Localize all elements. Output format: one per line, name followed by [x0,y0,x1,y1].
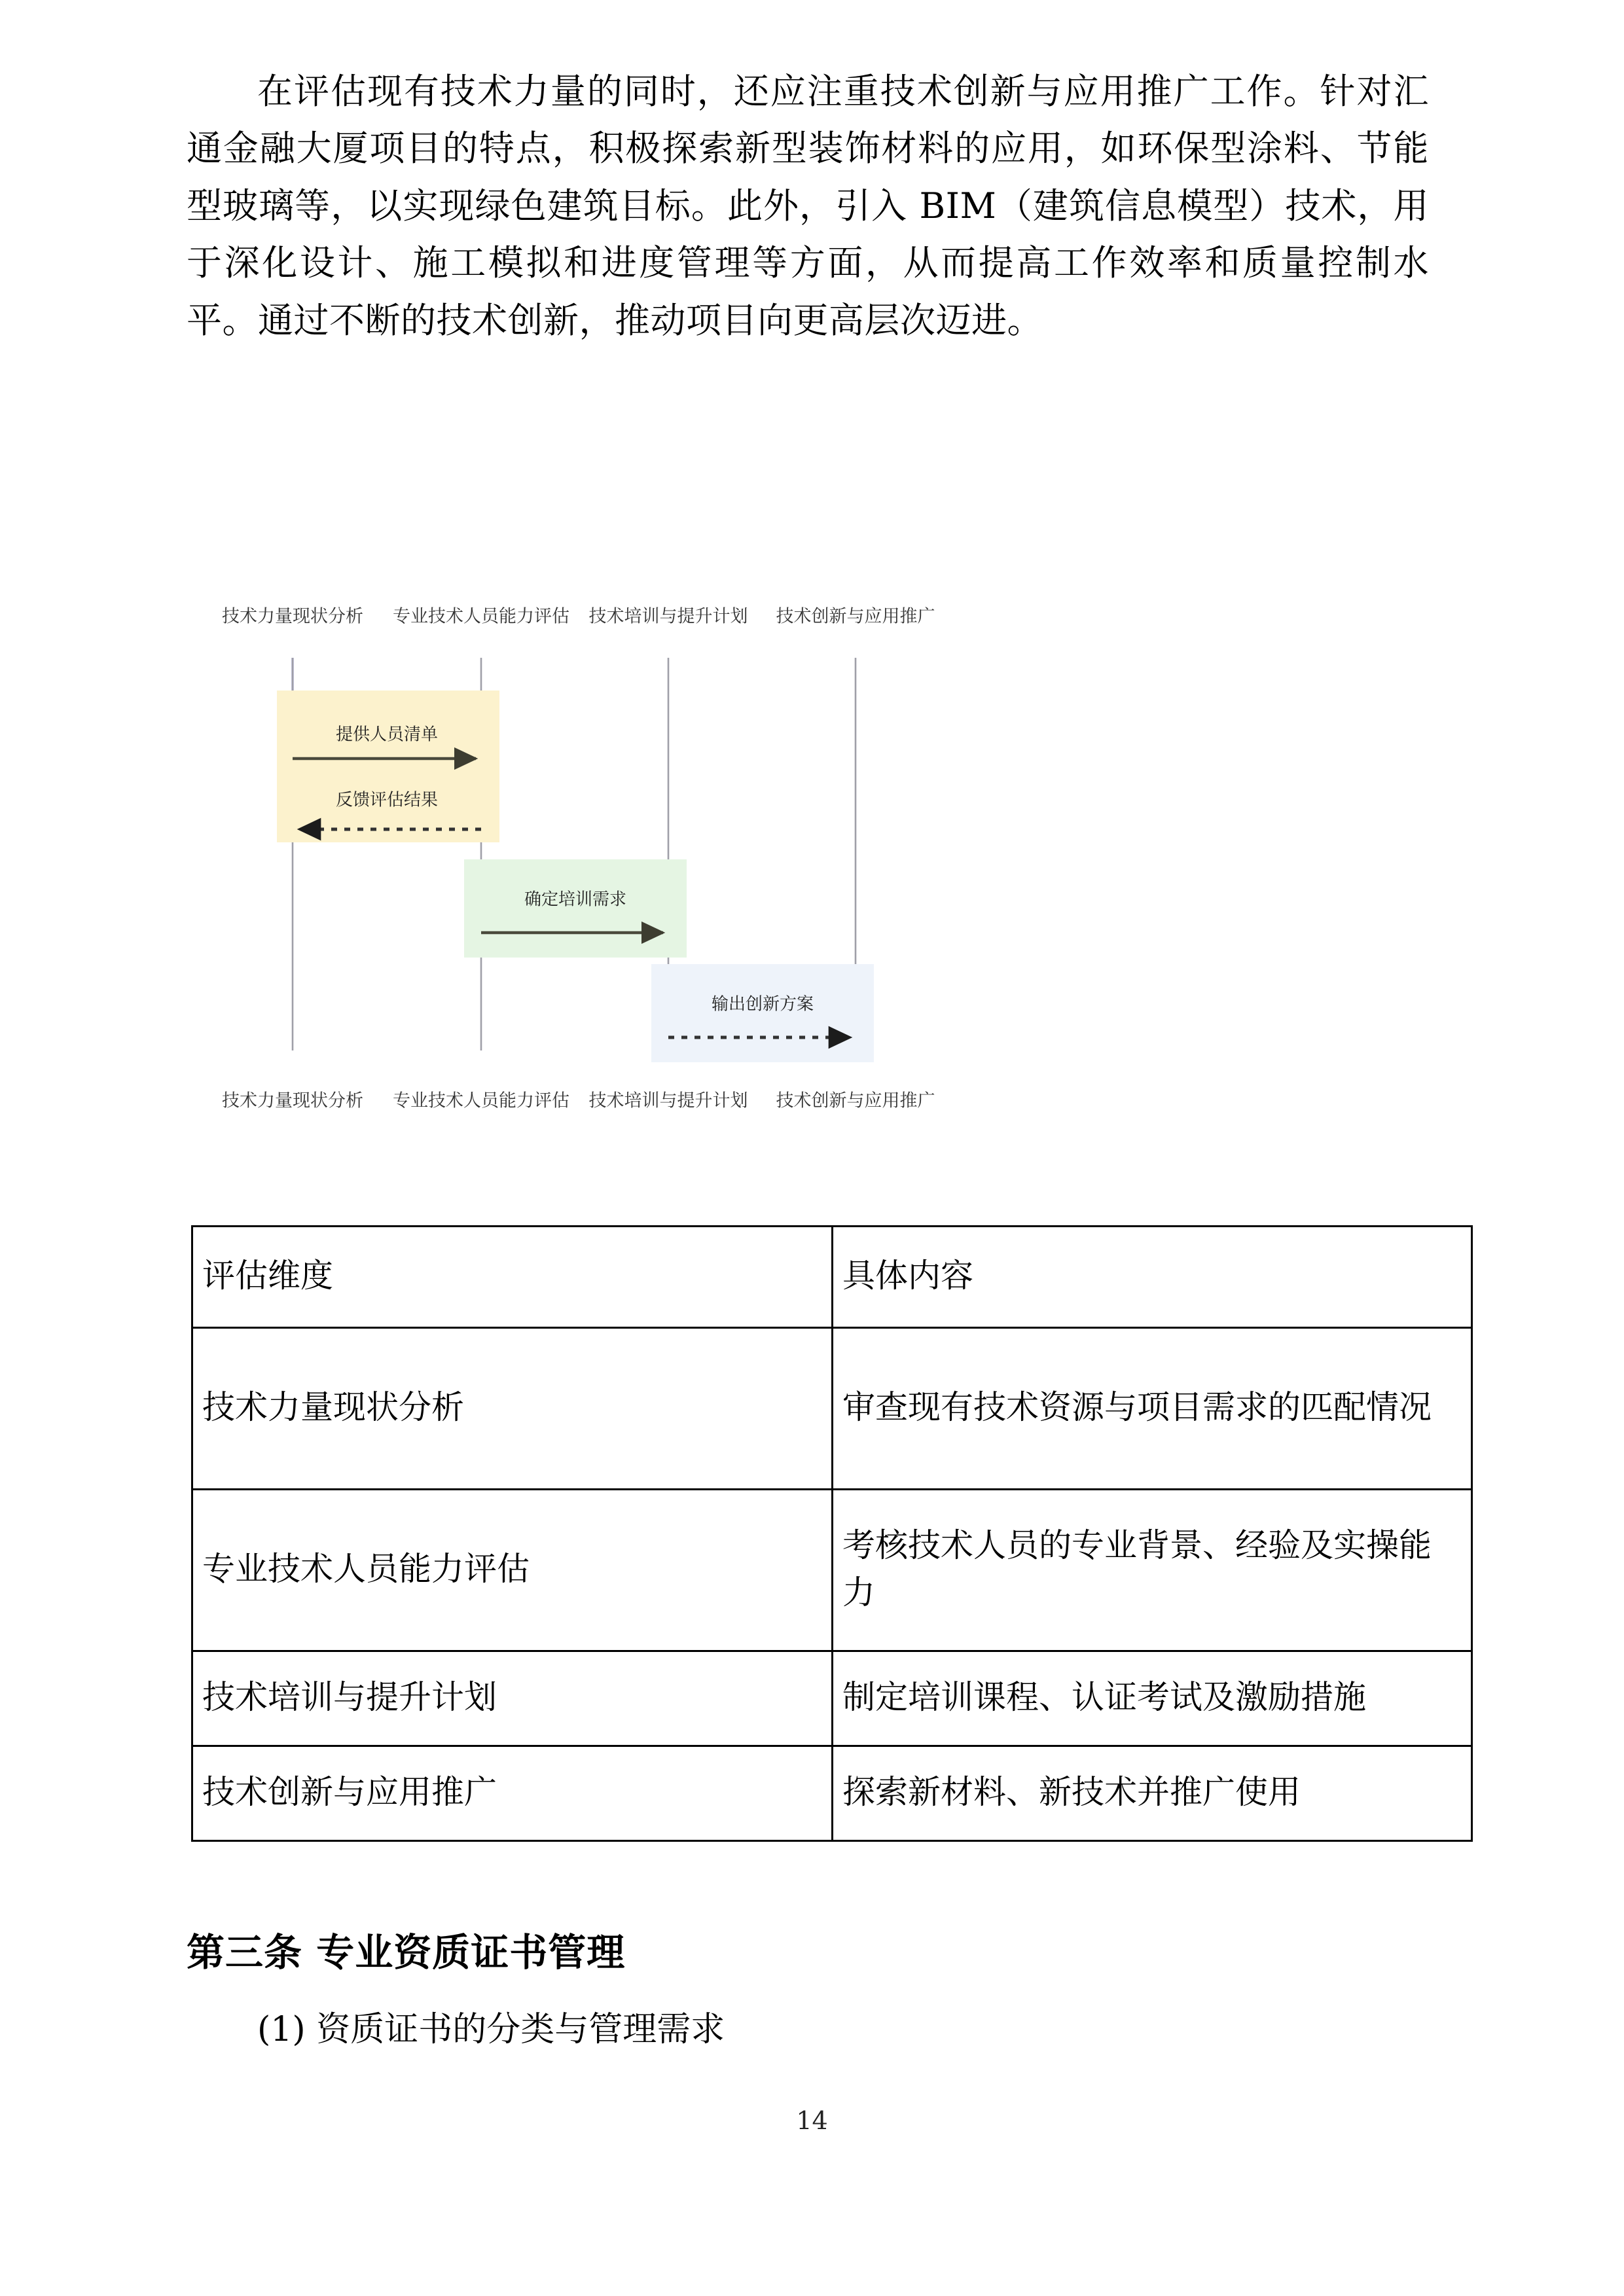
message-label-3: 输出创新方案 [711,994,814,1014]
participant-label-bottom-3: 技术创新与应用推广 [776,1090,935,1111]
participant-label-bottom-0: 技术力量现状分析 [222,1090,363,1111]
table-header-dimension: 评估维度 [192,1227,833,1328]
sequence-diagram-canvas [193,599,1437,1122]
evaluation-dimension-table [191,1225,1473,1842]
table-header-row [192,1227,1472,1328]
table-row [192,1651,1472,1746]
message-group-box-yellow [277,691,499,842]
table-row [192,1490,1472,1651]
table-cell-content: 制定培训课程、认证考试及激励措施 [833,1651,1472,1746]
table-cell-content: 探索新材料、新技术并推广使用 [833,1746,1472,1841]
participant-label-top-2: 技术培训与提升计划 [588,606,748,627]
section-heading: 第三条 专业资质证书管理 [187,1930,626,1975]
sequence-diagram [193,599,1437,1122]
table-row [192,1746,1472,1841]
page-number: 14 [796,2106,828,2135]
message-label-2: 确定培训需求 [524,889,627,910]
section-sub-item: (1) 资质证书的分类与管理需求 [257,2010,725,2049]
message-label-0: 提供人员清单 [335,725,439,745]
table-cell-content: 考核技术人员的专业背景、经验及实操能力 [833,1490,1472,1651]
participant-label-top-1: 专业技术人员能力评估 [393,606,569,627]
participant-label-top-0: 技术力量现状分析 [222,606,363,627]
body-paragraph-block [187,63,1429,349]
body-paragraph: 在评估现有技术力量的同时，还应注重技术创新与应用推广工作。针对汇通金融大厦项目的特点，积极探索新型装饰材料的应用，如环保型涂料、节能型玻璃等，以实现绿色建筑目标。此外，引入 BIM（建筑信息模型）技术，用于深化设计、施工模拟和进度管理等方面，从而提高工作效率和质量控制水平。通过不断的技术创新，推动项目向更高层次迈进。 [187,71,1429,341]
participant-label-top-3: 技术创新与应用推广 [776,606,935,627]
table-cell-content: 审查现有技术资源与项目需求的匹配情况 [833,1328,1472,1490]
table-cell-dimension: 专业技术人员能力评估 [192,1490,833,1651]
table-header-content: 具体内容 [833,1227,1472,1328]
participant-label-bottom-1: 专业技术人员能力评估 [393,1090,569,1111]
table-row [192,1328,1472,1490]
table-cell-dimension: 技术培训与提升计划 [192,1651,833,1746]
table-cell-dimension: 技术力量现状分析 [192,1328,833,1490]
participant-label-bottom-2: 技术培训与提升计划 [588,1090,748,1111]
message-label-1: 反馈评估结果 [335,790,439,810]
table-cell-dimension: 技术创新与应用推广 [192,1746,833,1841]
evaluation-dimension-table-wrapper [191,1225,1430,1842]
